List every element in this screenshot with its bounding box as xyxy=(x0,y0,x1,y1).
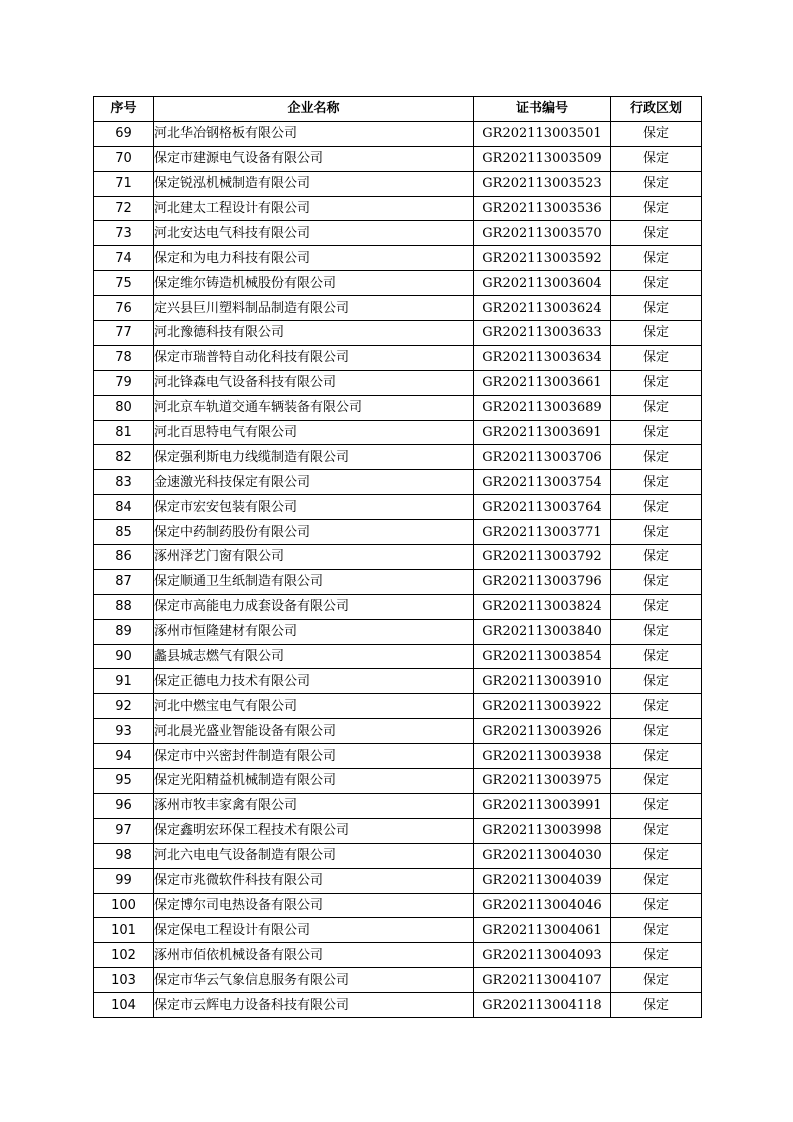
row-company-name: 河北建太工程设计有限公司 xyxy=(154,196,474,221)
table-row xyxy=(94,246,702,271)
table-row xyxy=(94,943,702,968)
row-region: 保定 xyxy=(611,395,702,420)
row-seq: 76 xyxy=(94,296,154,321)
row-certificate-no: GR202113003840 xyxy=(474,619,611,644)
table-row xyxy=(94,719,702,744)
enterprise-table xyxy=(93,96,702,1018)
table-row xyxy=(94,569,702,594)
row-seq: 79 xyxy=(94,370,154,395)
row-certificate-no: GR202113004118 xyxy=(474,993,611,1018)
row-company-name: 保定市宏安包装有限公司 xyxy=(154,495,474,520)
row-region: 保定 xyxy=(611,968,702,993)
row-certificate-no: GR202113003926 xyxy=(474,719,611,744)
row-certificate-no: GR202113003975 xyxy=(474,769,611,794)
row-company-name: 涿州市恒隆建材有限公司 xyxy=(154,619,474,644)
row-seq: 100 xyxy=(94,893,154,918)
row-certificate-no: GR202113003604 xyxy=(474,271,611,296)
row-region: 保定 xyxy=(611,321,702,346)
row-certificate-no: GR202113003771 xyxy=(474,520,611,545)
row-certificate-no: GR202113004107 xyxy=(474,968,611,993)
row-certificate-no: GR202113003754 xyxy=(474,470,611,495)
row-region: 保定 xyxy=(611,445,702,470)
row-certificate-no: GR202113003910 xyxy=(474,669,611,694)
row-region: 保定 xyxy=(611,196,702,221)
row-region: 保定 xyxy=(611,818,702,843)
row-seq: 92 xyxy=(94,694,154,719)
table-row xyxy=(94,968,702,993)
row-seq: 89 xyxy=(94,619,154,644)
row-region: 保定 xyxy=(611,993,702,1018)
row-certificate-no: GR202113004039 xyxy=(474,868,611,893)
row-region: 保定 xyxy=(611,619,702,644)
row-certificate-no: GR202113003922 xyxy=(474,694,611,719)
row-seq: 85 xyxy=(94,520,154,545)
row-company-name: 保定正德电力技术有限公司 xyxy=(154,669,474,694)
header-region: 行政区划 xyxy=(611,97,702,122)
row-region: 保定 xyxy=(611,918,702,943)
row-company-name: 保定市瑞普特自动化科技有限公司 xyxy=(154,345,474,370)
row-certificate-no: GR202113003854 xyxy=(474,644,611,669)
row-region: 保定 xyxy=(611,943,702,968)
row-region: 保定 xyxy=(611,769,702,794)
row-company-name: 保定市兆微软件科技有限公司 xyxy=(154,868,474,893)
header-seq: 序号 xyxy=(94,97,154,122)
table-row xyxy=(94,545,702,570)
row-seq: 72 xyxy=(94,196,154,221)
row-company-name: 河北华冶钢格板有限公司 xyxy=(154,121,474,146)
row-seq: 88 xyxy=(94,594,154,619)
row-certificate-no: GR202113003661 xyxy=(474,370,611,395)
row-seq: 83 xyxy=(94,470,154,495)
table-row xyxy=(94,221,702,246)
row-seq: 82 xyxy=(94,445,154,470)
row-seq: 87 xyxy=(94,569,154,594)
row-region: 保定 xyxy=(611,495,702,520)
table-row xyxy=(94,644,702,669)
row-certificate-no: GR202113004061 xyxy=(474,918,611,943)
row-region: 保定 xyxy=(611,370,702,395)
row-company-name: 河北晨光盛业智能设备有限公司 xyxy=(154,719,474,744)
row-region: 保定 xyxy=(611,669,702,694)
table-row xyxy=(94,868,702,893)
table-row xyxy=(94,271,702,296)
row-company-name: 河北锋森电气设备科技有限公司 xyxy=(154,370,474,395)
row-seq: 103 xyxy=(94,968,154,993)
row-certificate-no: GR202113004093 xyxy=(474,943,611,968)
row-region: 保定 xyxy=(611,296,702,321)
row-region: 保定 xyxy=(611,221,702,246)
table-row xyxy=(94,918,702,943)
table-row xyxy=(94,744,702,769)
row-company-name: 河北百思特电气有限公司 xyxy=(154,420,474,445)
row-company-name: 河北安达电气科技有限公司 xyxy=(154,221,474,246)
row-region: 保定 xyxy=(611,146,702,171)
table-row xyxy=(94,470,702,495)
table-row xyxy=(94,121,702,146)
row-seq: 84 xyxy=(94,495,154,520)
row-seq: 95 xyxy=(94,769,154,794)
row-company-name: 河北京车轨道交通车辆装备有限公司 xyxy=(154,395,474,420)
row-certificate-no: GR202113003796 xyxy=(474,569,611,594)
row-company-name: 保定锐泓机械制造有限公司 xyxy=(154,171,474,196)
row-region: 保定 xyxy=(611,793,702,818)
table-row xyxy=(94,445,702,470)
row-company-name: 保定市云辉电力设备科技有限公司 xyxy=(154,993,474,1018)
table-row xyxy=(94,395,702,420)
row-certificate-no: GR202113003592 xyxy=(474,246,611,271)
row-company-name: 保定市高能电力成套设备有限公司 xyxy=(154,594,474,619)
row-region: 保定 xyxy=(611,569,702,594)
row-company-name: 河北豫德科技有限公司 xyxy=(154,321,474,346)
table-row xyxy=(94,669,702,694)
row-company-name: 保定市建源电气设备有限公司 xyxy=(154,146,474,171)
row-company-name: 保定中药制药股份有限公司 xyxy=(154,520,474,545)
row-company-name: 保定维尔铸造机械股份有限公司 xyxy=(154,271,474,296)
table-row xyxy=(94,619,702,644)
row-seq: 96 xyxy=(94,793,154,818)
row-seq: 77 xyxy=(94,321,154,346)
table-row xyxy=(94,793,702,818)
row-certificate-no: GR202113003998 xyxy=(474,818,611,843)
row-region: 保定 xyxy=(611,694,702,719)
row-company-name: 定兴县巨川塑料制品制造有限公司 xyxy=(154,296,474,321)
row-company-name: 保定博尔司电热设备有限公司 xyxy=(154,893,474,918)
table-row xyxy=(94,993,702,1018)
row-certificate-no: GR202113003536 xyxy=(474,196,611,221)
row-certificate-no: GR202113004046 xyxy=(474,893,611,918)
row-certificate-no: GR202113004030 xyxy=(474,843,611,868)
row-certificate-no: GR202113003691 xyxy=(474,420,611,445)
table-row xyxy=(94,345,702,370)
row-region: 保定 xyxy=(611,744,702,769)
row-region: 保定 xyxy=(611,171,702,196)
row-certificate-no: GR202113003634 xyxy=(474,345,611,370)
row-seq: 78 xyxy=(94,345,154,370)
row-region: 保定 xyxy=(611,345,702,370)
row-company-name: 涿州市牧丰家禽有限公司 xyxy=(154,793,474,818)
row-region: 保定 xyxy=(611,719,702,744)
row-certificate-no: GR202113003938 xyxy=(474,744,611,769)
row-company-name: 河北六电电气设备制造有限公司 xyxy=(154,843,474,868)
header-company-name: 企业名称 xyxy=(154,97,474,122)
table-row xyxy=(94,420,702,445)
row-certificate-no: GR202113003792 xyxy=(474,545,611,570)
table-body xyxy=(94,121,702,1017)
row-certificate-no: GR202113003523 xyxy=(474,171,611,196)
row-certificate-no: GR202113003501 xyxy=(474,121,611,146)
row-seq: 93 xyxy=(94,719,154,744)
row-seq: 102 xyxy=(94,943,154,968)
row-seq: 71 xyxy=(94,171,154,196)
table-row xyxy=(94,321,702,346)
row-seq: 70 xyxy=(94,146,154,171)
row-certificate-no: GR202113003570 xyxy=(474,221,611,246)
row-company-name: 保定光阳精益机械制造有限公司 xyxy=(154,769,474,794)
header-certificate-no: 证书编号 xyxy=(474,97,611,122)
table-row xyxy=(94,520,702,545)
row-region: 保定 xyxy=(611,420,702,445)
row-seq: 69 xyxy=(94,121,154,146)
row-company-name: 蠡县城志燃气有限公司 xyxy=(154,644,474,669)
row-company-name: 保定和为电力科技有限公司 xyxy=(154,246,474,271)
row-seq: 99 xyxy=(94,868,154,893)
row-region: 保定 xyxy=(611,121,702,146)
row-certificate-no: GR202113003706 xyxy=(474,445,611,470)
table-row xyxy=(94,893,702,918)
table-row xyxy=(94,843,702,868)
table-header-row xyxy=(94,97,702,122)
row-region: 保定 xyxy=(611,246,702,271)
row-seq: 104 xyxy=(94,993,154,1018)
table-row xyxy=(94,196,702,221)
row-seq: 80 xyxy=(94,395,154,420)
row-certificate-no: GR202113003991 xyxy=(474,793,611,818)
row-region: 保定 xyxy=(611,545,702,570)
row-company-name: 保定市中兴密封件制造有限公司 xyxy=(154,744,474,769)
row-region: 保定 xyxy=(611,271,702,296)
row-seq: 75 xyxy=(94,271,154,296)
row-region: 保定 xyxy=(611,843,702,868)
row-seq: 86 xyxy=(94,545,154,570)
row-certificate-no: GR202113003509 xyxy=(474,146,611,171)
row-seq: 91 xyxy=(94,669,154,694)
row-region: 保定 xyxy=(611,520,702,545)
table-row xyxy=(94,694,702,719)
table-row xyxy=(94,495,702,520)
row-company-name: 涿州市佰依机械设备有限公司 xyxy=(154,943,474,968)
row-certificate-no: GR202113003624 xyxy=(474,296,611,321)
table-row xyxy=(94,296,702,321)
row-region: 保定 xyxy=(611,470,702,495)
row-company-name: 涿州泽艺门窗有限公司 xyxy=(154,545,474,570)
row-company-name: 保定保电工程设计有限公司 xyxy=(154,918,474,943)
row-region: 保定 xyxy=(611,594,702,619)
row-seq: 90 xyxy=(94,644,154,669)
row-certificate-no: GR202113003764 xyxy=(474,495,611,520)
table-row xyxy=(94,818,702,843)
row-region: 保定 xyxy=(611,868,702,893)
table-row xyxy=(94,171,702,196)
row-certificate-no: GR202113003633 xyxy=(474,321,611,346)
row-seq: 101 xyxy=(94,918,154,943)
row-region: 保定 xyxy=(611,644,702,669)
row-company-name: 保定顺通卫生纸制造有限公司 xyxy=(154,569,474,594)
row-seq: 94 xyxy=(94,744,154,769)
table-row xyxy=(94,146,702,171)
row-seq: 73 xyxy=(94,221,154,246)
row-company-name: 保定鑫明宏环保工程技术有限公司 xyxy=(154,818,474,843)
row-seq: 98 xyxy=(94,843,154,868)
row-company-name: 保定市华云气象信息服务有限公司 xyxy=(154,968,474,993)
row-seq: 97 xyxy=(94,818,154,843)
row-company-name: 保定强利斯电力线缆制造有限公司 xyxy=(154,445,474,470)
row-seq: 81 xyxy=(94,420,154,445)
table-row xyxy=(94,769,702,794)
row-region: 保定 xyxy=(611,893,702,918)
row-company-name: 河北中燃宝电气有限公司 xyxy=(154,694,474,719)
row-certificate-no: GR202113003689 xyxy=(474,395,611,420)
table-row xyxy=(94,370,702,395)
row-seq: 74 xyxy=(94,246,154,271)
table-row xyxy=(94,594,702,619)
row-certificate-no: GR202113003824 xyxy=(474,594,611,619)
row-company-name: 金速激光科技保定有限公司 xyxy=(154,470,474,495)
